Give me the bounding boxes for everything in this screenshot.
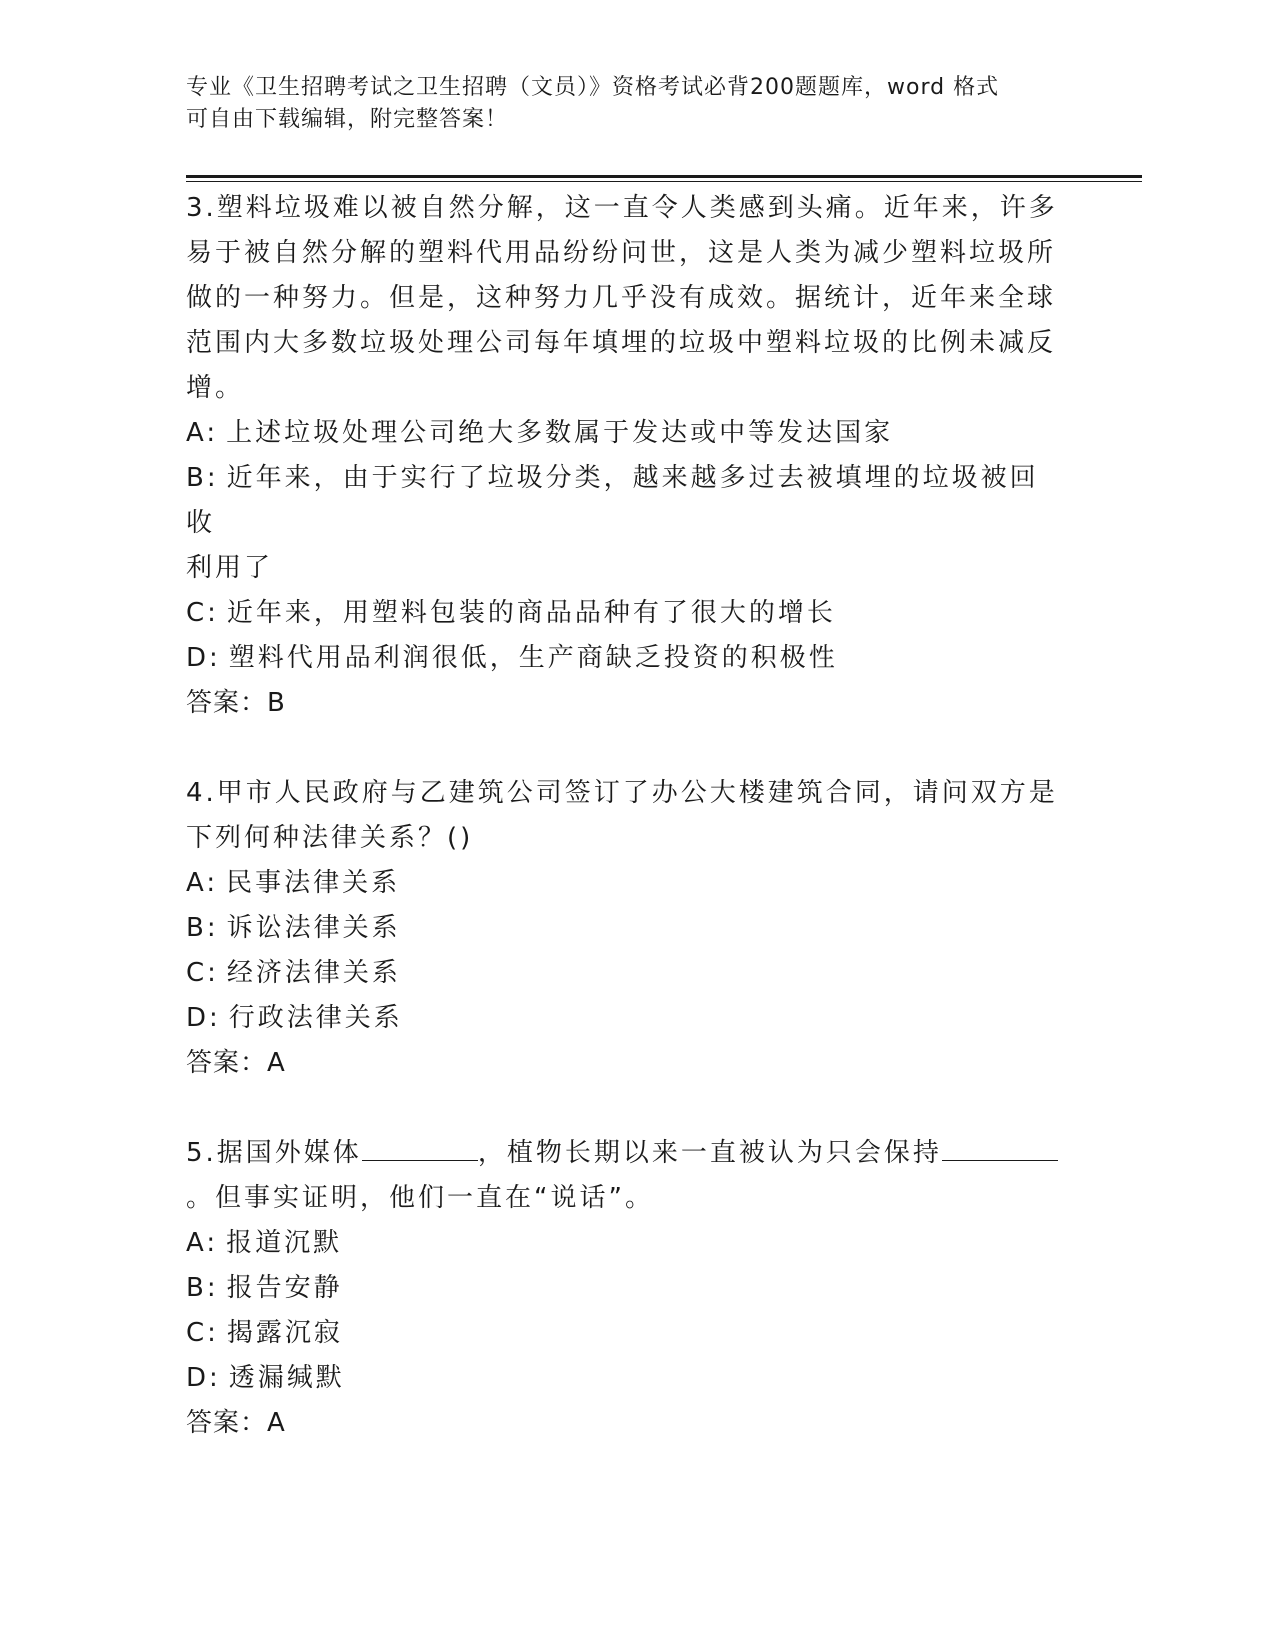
option-a: [186, 411, 1066, 456]
document-header: [186, 72, 1066, 136]
option-d: [186, 996, 1066, 1041]
question-list: [186, 186, 1066, 1446]
option-text: 近年来，用塑料包装的商品品种有了很大的增长: [226, 598, 836, 628]
option-text: 透漏缄默: [228, 1363, 345, 1393]
option-letter: C:: [186, 598, 219, 628]
option-c: [186, 591, 1066, 636]
option-text: 上述垃圾处理公司绝大多数属于发达或中等发达国家: [226, 418, 894, 448]
header-divider-thick: [186, 175, 1142, 178]
option-text: 塑料代用品利润很低，生产商缺乏投资的积极性: [228, 643, 838, 673]
stem-line: [186, 1131, 1066, 1176]
question-stem: [186, 1131, 1066, 1221]
option-letter: B:: [186, 463, 219, 493]
option-a: [186, 1221, 1066, 1266]
stem-line: 易于被自然分解的塑料代用品纷纷问世，这是人类为减少塑料垃圾所: [186, 238, 1057, 268]
stem-line: 增。: [186, 373, 245, 403]
option-d: [186, 1356, 1066, 1401]
option-text: 揭露沉寂: [226, 1318, 343, 1348]
option-letter: B:: [186, 913, 219, 943]
option-text: 诉讼法律关系: [226, 913, 401, 943]
stem-line: 3.塑料垃圾难以被自然分解，这一直令人类感到头痛。近年来，许多: [186, 193, 1058, 223]
option-letter: D:: [186, 643, 221, 673]
fill-in-blank: [942, 1138, 1058, 1161]
stem-line: 4.甲市人民政府与乙建筑公司签订了办公大楼建筑合同，请问双方是: [186, 778, 1058, 808]
option-b: [186, 456, 1066, 591]
option-text: 经济法律关系: [226, 958, 401, 988]
option-letter: D:: [186, 1003, 221, 1033]
option-letter: A:: [186, 868, 219, 898]
stem-text: 5.据国外媒体: [186, 1138, 362, 1168]
option-b: [186, 906, 1066, 951]
option-c: [186, 1311, 1066, 1356]
option-text: 报告安静: [226, 1273, 343, 1303]
header-divider-thin: [186, 181, 1142, 182]
header-line-2: 可自由下载编辑，附完整答案！: [186, 107, 509, 132]
option-letter: A:: [186, 418, 219, 448]
question-4: [186, 771, 1066, 1086]
option-text: 行政法律关系: [228, 1003, 403, 1033]
question-stem: [186, 771, 1066, 861]
option-letter: A:: [186, 1228, 219, 1258]
stem-line: 做的一种努力。但是，这种努力几乎没有成效。据统计，近年来全球: [186, 283, 1057, 313]
option-letter: B:: [186, 1273, 219, 1303]
option-text: 民事法律关系: [226, 868, 401, 898]
option-text-continued: 利用了: [186, 553, 274, 583]
question-stem: [186, 186, 1066, 411]
option-b: [186, 1266, 1066, 1311]
option-letter: C:: [186, 958, 219, 988]
header-line-1: 专业《卫生招聘考试之卫生招聘（文员）》资格考试必背200题题库，word 格式: [186, 75, 1000, 100]
option-letter: D:: [186, 1363, 221, 1393]
answer-line: 答案：B: [186, 688, 286, 718]
question-5: [186, 1131, 1066, 1446]
answer-line: 答案：A: [186, 1048, 286, 1078]
spacer: [186, 1086, 1066, 1131]
option-text: 近年来，由于实行了垃圾分类，越来越多过去被填埋的垃圾被回收: [186, 463, 1039, 538]
fill-in-blank: [362, 1138, 478, 1161]
stem-text: ，植物长期以来一直被认为只会保持: [477, 1138, 942, 1168]
option-a: [186, 861, 1066, 906]
spacer: [186, 726, 1066, 771]
option-d: [186, 636, 1066, 681]
option-c: [186, 951, 1066, 996]
stem-line: 范围内大多数垃圾处理公司每年填埋的垃圾中塑料垃圾的比例未减反: [186, 328, 1057, 358]
stem-line: 。但事实证明，他们一直在“说话”。: [186, 1183, 654, 1213]
option-letter: C:: [186, 1318, 219, 1348]
answer-line: 答案：A: [186, 1408, 286, 1438]
option-text: 报道沉默: [226, 1228, 343, 1258]
question-3: [186, 186, 1066, 726]
stem-line: 下列何种法律关系？(): [186, 823, 474, 853]
